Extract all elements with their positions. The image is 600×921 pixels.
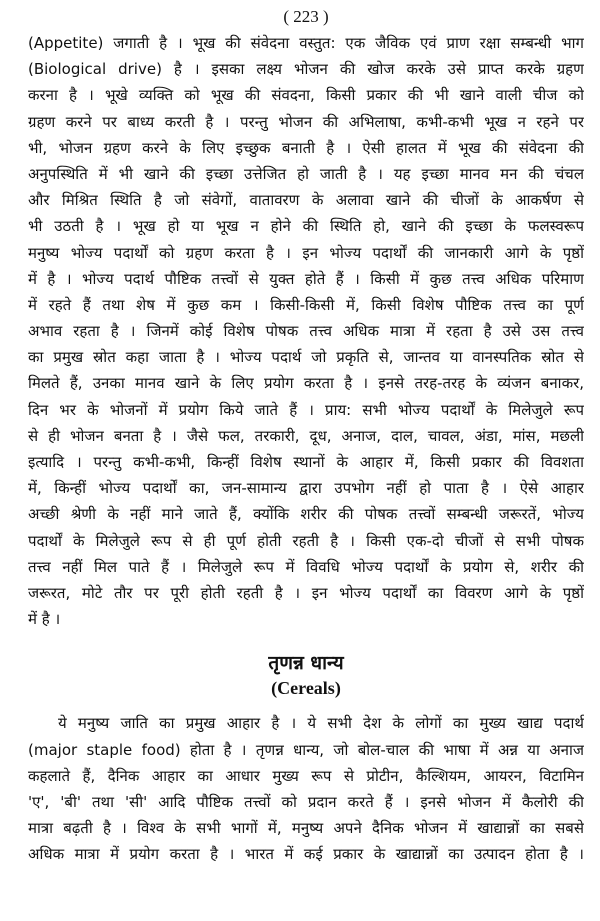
text-line: तत्त्व नहीं मिल पाते हैं । मिलेजुले रूप में विवधि भोज्य पदार्थों के प्रयोग से, शरीर की bbox=[28, 557, 584, 576]
text-line: में है । bbox=[28, 610, 61, 629]
text-line: मात्रा बढ़ती है । विश्व के सभी भागों में, मनुष्य अपने दैनिक भोजन में खाद्यान्नों का सबसे bbox=[28, 819, 584, 838]
text-line: जरूरत, मोटे तौर पर पूरी होती रहती है । इन भोज्य पदार्थों का विवरण आगे के पृष्ठों bbox=[28, 583, 584, 602]
text-line: में है । भोज्य पदार्थ पौष्टिक तत्त्वों से युक्त होते हैं । किसी में कुछ तत्त्व अधिक परिमाण bbox=[28, 269, 584, 288]
text-line: में रहते हैं तथा शेष में कुछ कम । किसी-किसी में, किसी विशेष पौष्टिक तत्त्व का पूर्ण bbox=[28, 295, 584, 314]
text-line: अनुपस्थिति में भी खाने की इच्छा उत्तेजित हो जाती है । यह इच्छा मानव मन की चंचल bbox=[28, 164, 584, 183]
text-line: अच्छी श्रेणी के नहीं माने जाते हैं, क्योंकि शरीर की पोषक तत्त्वों सम्बन्धी जरूरतें, भोज्य bbox=[28, 505, 584, 524]
book-page bbox=[28, 6, 584, 867]
section-subheading: (Cereals) bbox=[271, 678, 341, 699]
text-line: भी उठती है । भूख हो या भूख न होने की स्थिति हो, खाने की इच्छा के फलस्वरूप bbox=[28, 217, 584, 236]
paragraph-cereals bbox=[28, 710, 584, 867]
text-line: और मिश्रित स्थिति है जो संवेगों, वातावरण के अलावा खाने की चीजों के आकर्षण से bbox=[28, 191, 584, 210]
text-line: ये मनुष्य जाति का प्रमुख आहार है । ये सभी देश के लोगों का मुख्य खाद्य पदार्थ bbox=[58, 714, 584, 733]
text-line: ग्रहण करने पर बाध्य करती है । परन्तु भोजन की अभिलाषा, कभी-कभी भूख न रहने पर bbox=[28, 112, 584, 131]
text-line: पदार्थों के मिलेजुले रूप से ही पूर्ण होती रहती है । किसी एक-दो चीजों से सभी पोषक bbox=[28, 531, 584, 550]
text-line: (Biological drive) है । इसका लक्ष्य भोजन की खोज करके उसे प्राप्त करके ग्रहण bbox=[28, 60, 584, 79]
section-heading: तृणन्न धान्य bbox=[268, 652, 344, 675]
text-line: (Appetite) जगाती है । भूख की संवेदना वस्तुत: एक जैविक एवं प्राण रक्षा सम्बन्धी भाग bbox=[28, 34, 584, 52]
text-line: 'ए', 'बी' तथा 'सी' आदि पौष्टिक तत्त्वों को प्रदान करते हैं । इनसे भोजन में कैलोरी की bbox=[28, 792, 584, 811]
text-line: मिलते हैं, उनका मानव खाने के लिए प्रयोग करता है । इनसे तरह-तरह के व्यंजन बनाकर, bbox=[28, 374, 584, 393]
text-line: (major staple food) होता है । तृणन्न धान्य, जो बोल-चाल की भाषा में अन्न या अनाज bbox=[28, 740, 584, 759]
paragraph-appetite bbox=[28, 30, 584, 632]
text-line: में, किन्हीं भोज्य पदार्थों का, जन-सामान्य द्वारा उपभोग नहीं हो पाता है । ऐसे आहार bbox=[28, 479, 584, 498]
text-line: अभाव रहता है । जिनमें कोई विशेष पोषक तत्त्व अधिक मात्रा में रहता है उसे उस तत्त्व bbox=[28, 322, 584, 341]
text-line: भी, भोजन ग्रहण करने के लिए इच्छुक बनाती है । ऐसी हालत में भूख की संवेदना की bbox=[28, 138, 584, 157]
text-line: का प्रमुख स्रोत कहा जाता है । भोज्य पदार्थ जो प्रकृति से, जान्तव या वानस्पतिक स्रोत से bbox=[28, 348, 584, 367]
text-line: मनुष्य भोज्य पदार्थों को ग्रहण करता है । इन भोज्य पदार्थों की जानकारी आगे के पृष्ठों bbox=[28, 243, 584, 262]
text-line: से ही भोजन बनता है । जैसे फल, तरकारी, दूध, अनाज, दाल, चावल, अंडा, मांस, मछली bbox=[28, 426, 584, 445]
text-line: करना है । भूखे व्यक्ति को भूख की संवदना, किसी प्रकार की भी खाने वाली चीज को bbox=[28, 86, 584, 105]
text-line: अधिक मात्रा में प्रयोग करता है । भारत में कई प्रकार के खाद्यान्नों का उत्पादन होता है । bbox=[28, 845, 584, 864]
text-line: कहलाते हैं, दैनिक आहार का आधार मुख्य रूप से प्रोटीन, कैल्शियम, आयरन, विटामिन bbox=[28, 766, 584, 785]
page-number: ( 223 ) bbox=[283, 7, 329, 26]
text-line: दिन भर के भोजनों में प्रयोग किये जाते हैं । प्राय: सभी भोज्य पदार्थों के मिलेजुले रूप bbox=[28, 400, 584, 419]
text-line: इत्यादि । परन्तु कभी-कभी, किन्हीं विशेष स्थानों के आहार में, किसी प्रकार की विवशता bbox=[28, 453, 584, 471]
